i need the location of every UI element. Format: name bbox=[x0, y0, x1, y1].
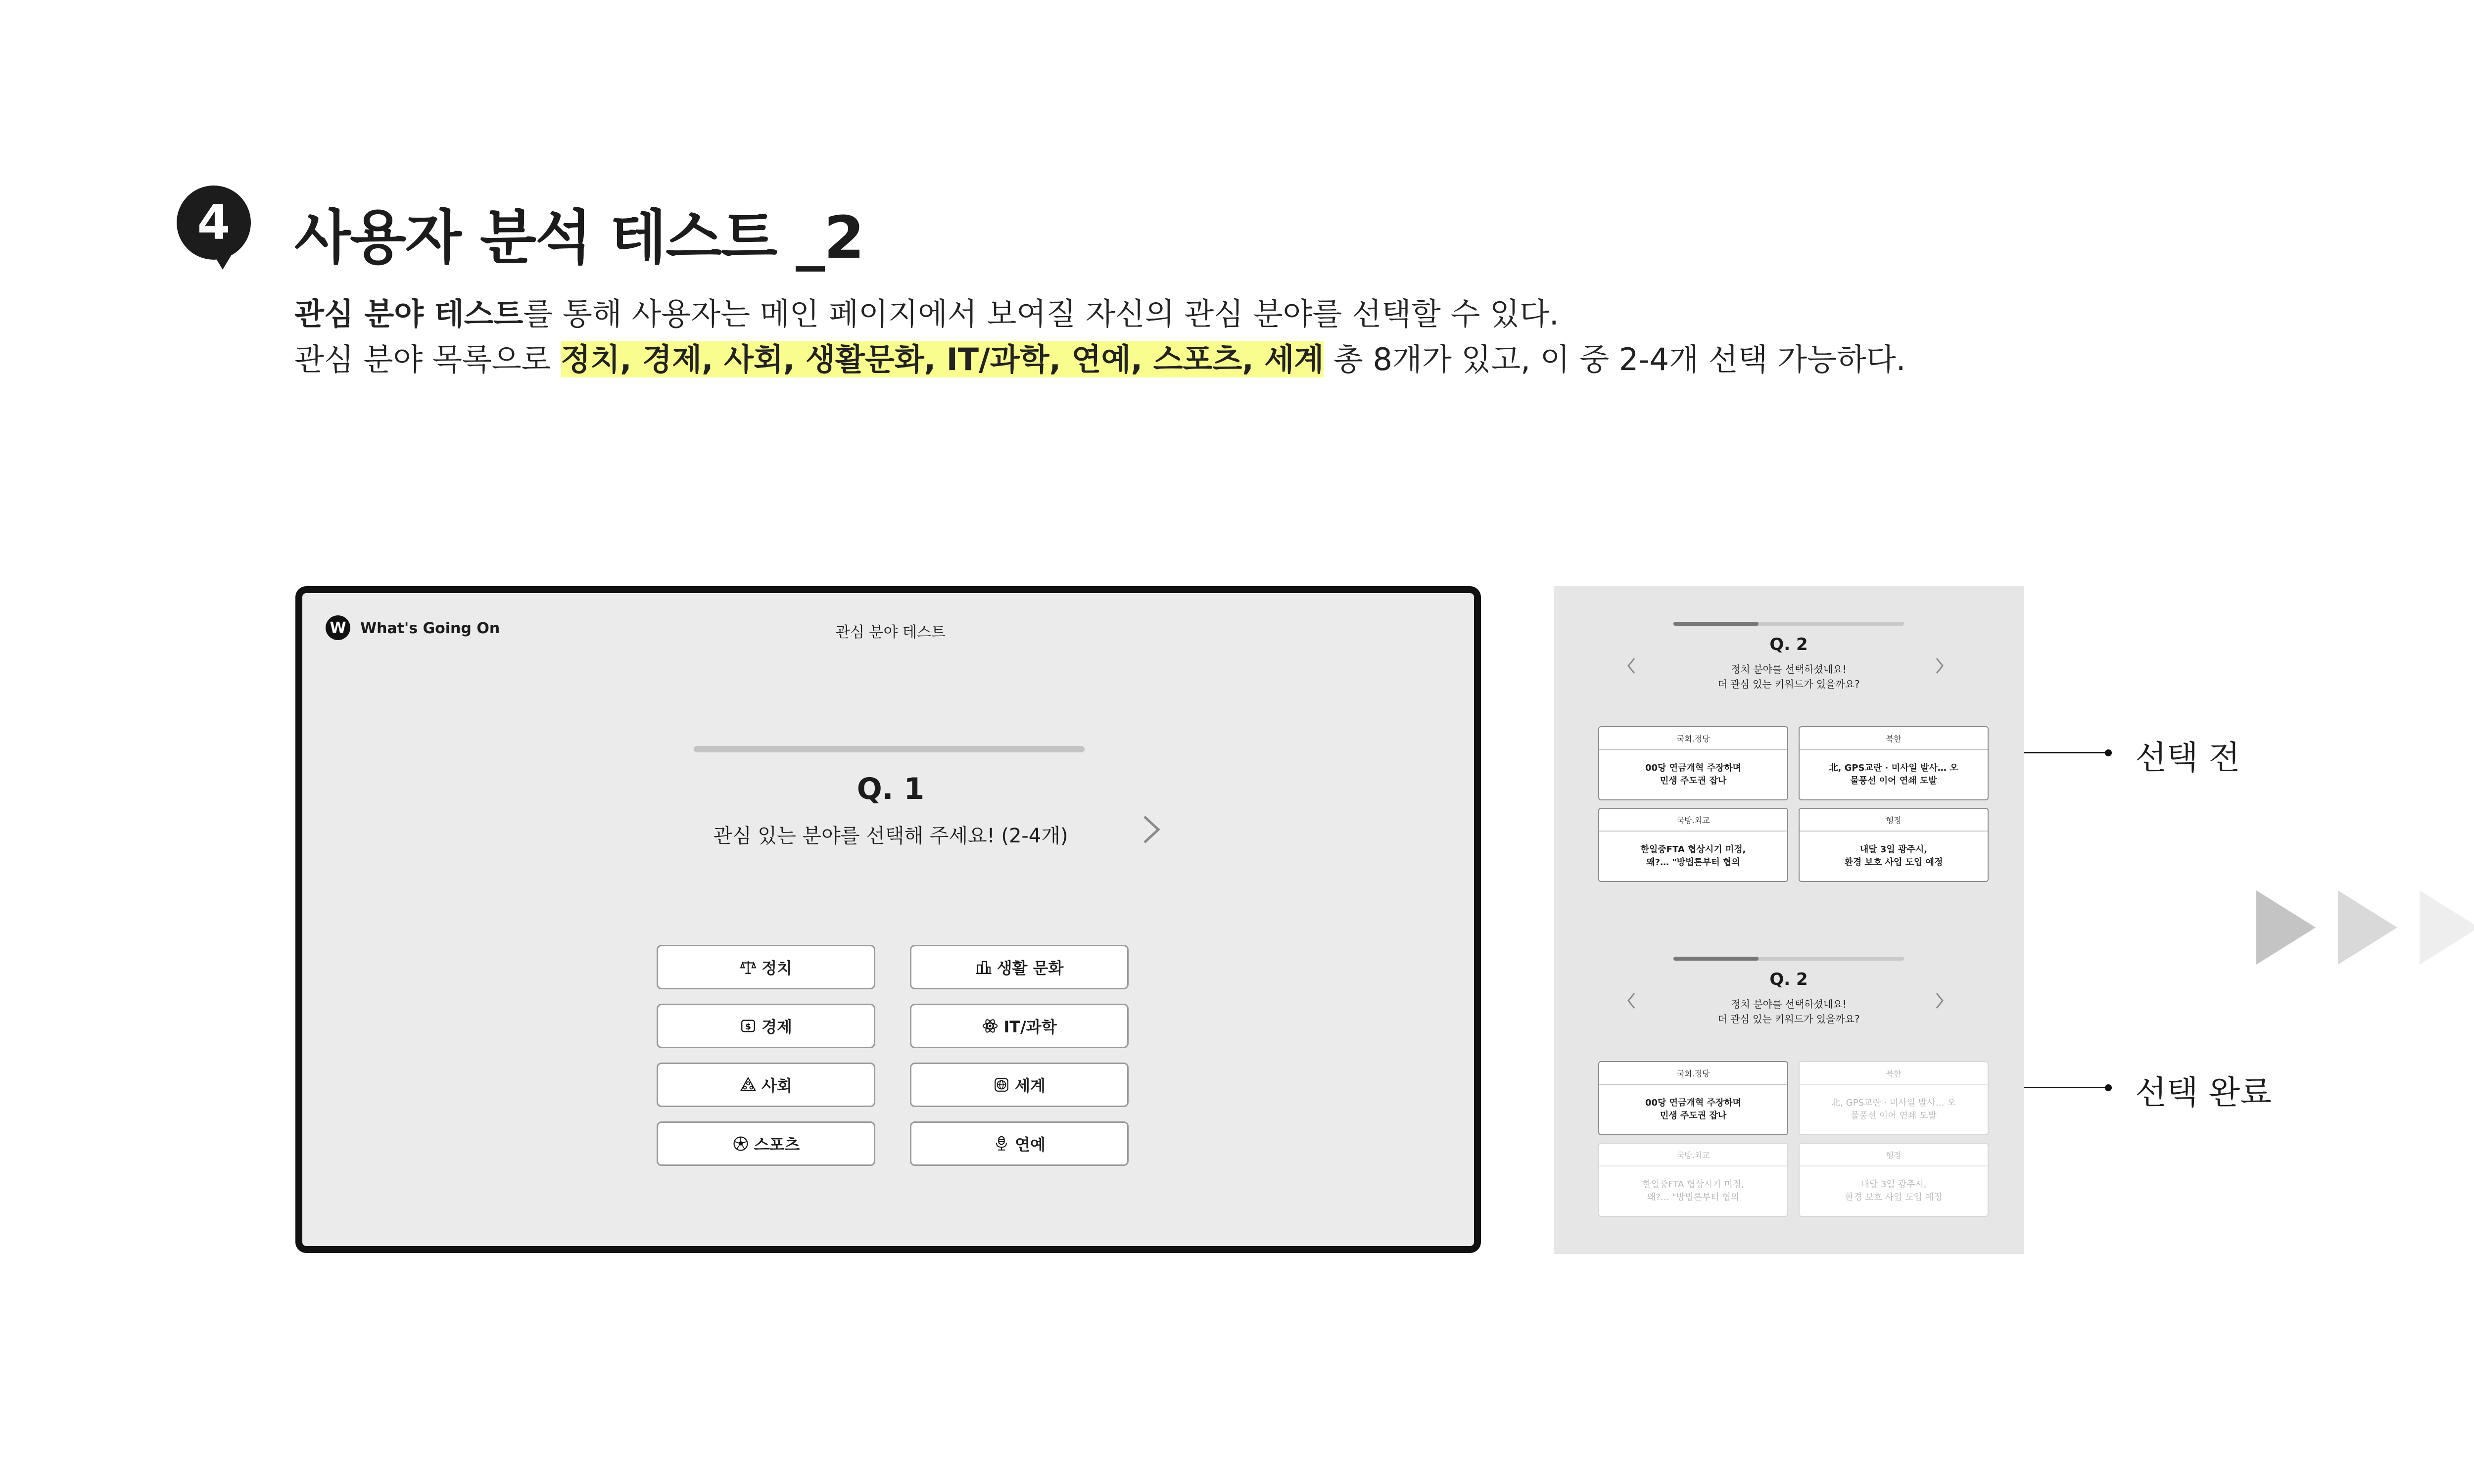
option-button-4[interactable] bbox=[910, 1004, 1129, 1048]
keyword-card-after-4[interactable] bbox=[1799, 1143, 1989, 1217]
news-headline: 내달 3일 광주시, 환경 보호 사업 도입 예정 bbox=[1845, 1179, 1943, 1203]
keyword-tag: 국방.외교 bbox=[1599, 809, 1787, 832]
news-headline: 00당 연금개혁 주장하며 민생 주도권 잡나 bbox=[1645, 763, 1742, 786]
option-button-8[interactable] bbox=[910, 1121, 1129, 1166]
option-label: 생활 문화 bbox=[997, 959, 1064, 977]
news-headline: 00당 연금개혁 주장하며 민생 주도권 잡나 bbox=[1645, 1098, 1742, 1121]
interest-test-screen bbox=[295, 586, 1481, 1253]
keyword-card-before-2[interactable] bbox=[1799, 726, 1989, 800]
keyword-tag: 북한 bbox=[1800, 1062, 1988, 1085]
question-text: 관심 있는 분야를 선택해 주세요! (2-4개) bbox=[713, 825, 1068, 847]
mockup-question-line-1: 정치 분야를 선택하셨네요! bbox=[1731, 998, 1847, 1010]
next-arrow-icon[interactable] bbox=[1935, 657, 1945, 675]
state-label-after: 선택 완료 bbox=[2135, 1073, 2272, 1112]
news-headline: 한일중FTA 협상시기 미정, 왜?… "방법론부터 협의 bbox=[1640, 844, 1746, 868]
mockup-question-line-1: 정치 분야를 선택하셨네요! bbox=[1731, 663, 1847, 675]
app-logo[interactable]: W bbox=[326, 615, 350, 640]
keyword-card-after-1[interactable] bbox=[1598, 1061, 1788, 1135]
option-label: IT/과학 bbox=[1003, 1018, 1057, 1036]
option-button-5[interactable] bbox=[657, 1063, 875, 1107]
keyword-card-before-1[interactable] bbox=[1598, 726, 1788, 800]
keyword-tag: 행정 bbox=[1800, 1144, 1988, 1166]
option-label: 사회 bbox=[761, 1076, 792, 1095]
news-headline: 北, GPS교란 · 미사일 발사… 오 물풍선 이어 연쇄 도발 bbox=[1829, 763, 1958, 786]
mockup-question-line-2: 더 관심 있는 키워드가 있을까요? bbox=[1717, 1013, 1860, 1025]
ball-icon bbox=[732, 1135, 749, 1152]
mockup-question-line-2: 더 관심 있는 키워드가 있을까요? bbox=[1717, 678, 1860, 690]
keyword-card-after-3[interactable] bbox=[1598, 1143, 1788, 1217]
prev-arrow-icon[interactable] bbox=[1626, 992, 1636, 1010]
news-headline: 내달 3일 광주시, 환경 보호 사업 도입 예정 bbox=[1844, 844, 1943, 868]
description-line-1 bbox=[294, 289, 1559, 333]
mockup-question-number: Q. 2 bbox=[1769, 970, 1808, 989]
option-label: 정치 bbox=[761, 959, 792, 977]
microphone-icon bbox=[993, 1135, 1010, 1152]
news-headline: 北, GPS교란 · 미사일 발사… 오 물풍선 이어 연쇄 도발 bbox=[1831, 1098, 1956, 1121]
option-label: 스포츠 bbox=[754, 1135, 800, 1154]
app-brand-name: What's Going On bbox=[360, 620, 500, 637]
section-number: 4 bbox=[197, 195, 231, 250]
option-button-3[interactable] bbox=[657, 1004, 875, 1048]
keyword-tag: 북한 bbox=[1800, 727, 1988, 750]
news-headline: 한일중FTA 협상시기 미정, 왜?… "방법론부터 협의 bbox=[1642, 1179, 1744, 1203]
description-text: 를 통해 사용자는 메인 페이지에서 보여질 자신의 관심 분야를 선택할 수 있다. bbox=[523, 296, 1559, 332]
people-icon bbox=[740, 1076, 757, 1093]
option-label: 세계 bbox=[1015, 1076, 1046, 1095]
description-text: 관심 분야 목록으로 bbox=[294, 341, 561, 377]
state-connector-dot bbox=[2105, 1084, 2112, 1091]
option-button-7[interactable] bbox=[657, 1121, 875, 1166]
state-connector-dot bbox=[2105, 749, 2112, 756]
mockup-question-number: Q. 2 bbox=[1769, 635, 1808, 654]
mockup-progress-fill bbox=[1673, 957, 1759, 961]
progress-bar bbox=[694, 746, 1085, 752]
option-button-6[interactable] bbox=[910, 1063, 1129, 1107]
fast-forward-arrows-icon bbox=[2256, 890, 2474, 965]
description-line-2 bbox=[294, 335, 1905, 379]
next-arrow-icon[interactable] bbox=[1935, 992, 1945, 1010]
city-icon bbox=[975, 959, 992, 975]
description-keyword: 관심 분야 테스트 bbox=[294, 296, 523, 332]
state-connector-line bbox=[2024, 1087, 2108, 1088]
option-button-2[interactable] bbox=[910, 945, 1129, 989]
svg-text:$: $ bbox=[745, 1022, 751, 1032]
section-title: 사용자 분석 테스트 _2 bbox=[294, 203, 864, 272]
prev-arrow-icon[interactable] bbox=[1626, 657, 1636, 675]
keyword-card-after-2[interactable] bbox=[1799, 1061, 1989, 1135]
option-label: 경제 bbox=[761, 1018, 792, 1036]
atom-icon bbox=[982, 1018, 999, 1034]
option-label: 연예 bbox=[1015, 1135, 1046, 1154]
state-label-before: 선택 전 bbox=[2135, 739, 2240, 777]
keyword-tag: 국회.정당 bbox=[1599, 1062, 1787, 1085]
keyword-tag: 국방.외교 bbox=[1599, 1144, 1787, 1166]
state-connector-line bbox=[2024, 752, 2108, 753]
keyword-card-before-3[interactable] bbox=[1598, 808, 1788, 882]
keyword-card-before-4[interactable] bbox=[1799, 808, 1989, 882]
question-number: Q. 1 bbox=[856, 772, 925, 806]
globe-icon bbox=[993, 1076, 1010, 1093]
description-text: 총 8개가 있고, 이 중 2-4개 선택 가능하다. bbox=[1324, 341, 1906, 377]
keyword-tag: 행정 bbox=[1800, 809, 1988, 832]
category-list-highlight: 정치, 경제, 사회, 생활문화, IT/과학, 연예, 스포츠, 세계 bbox=[561, 341, 1324, 377]
scales-icon bbox=[740, 959, 757, 975]
money-icon bbox=[740, 1018, 757, 1034]
option-button-1[interactable] bbox=[657, 945, 875, 989]
screen-header-title: 관심 분야 테스트 bbox=[836, 624, 946, 641]
next-arrow-icon[interactable] bbox=[1141, 814, 1162, 845]
mockup-progress-fill bbox=[1673, 622, 1759, 626]
keyword-tag: 국회.정당 bbox=[1599, 727, 1787, 750]
